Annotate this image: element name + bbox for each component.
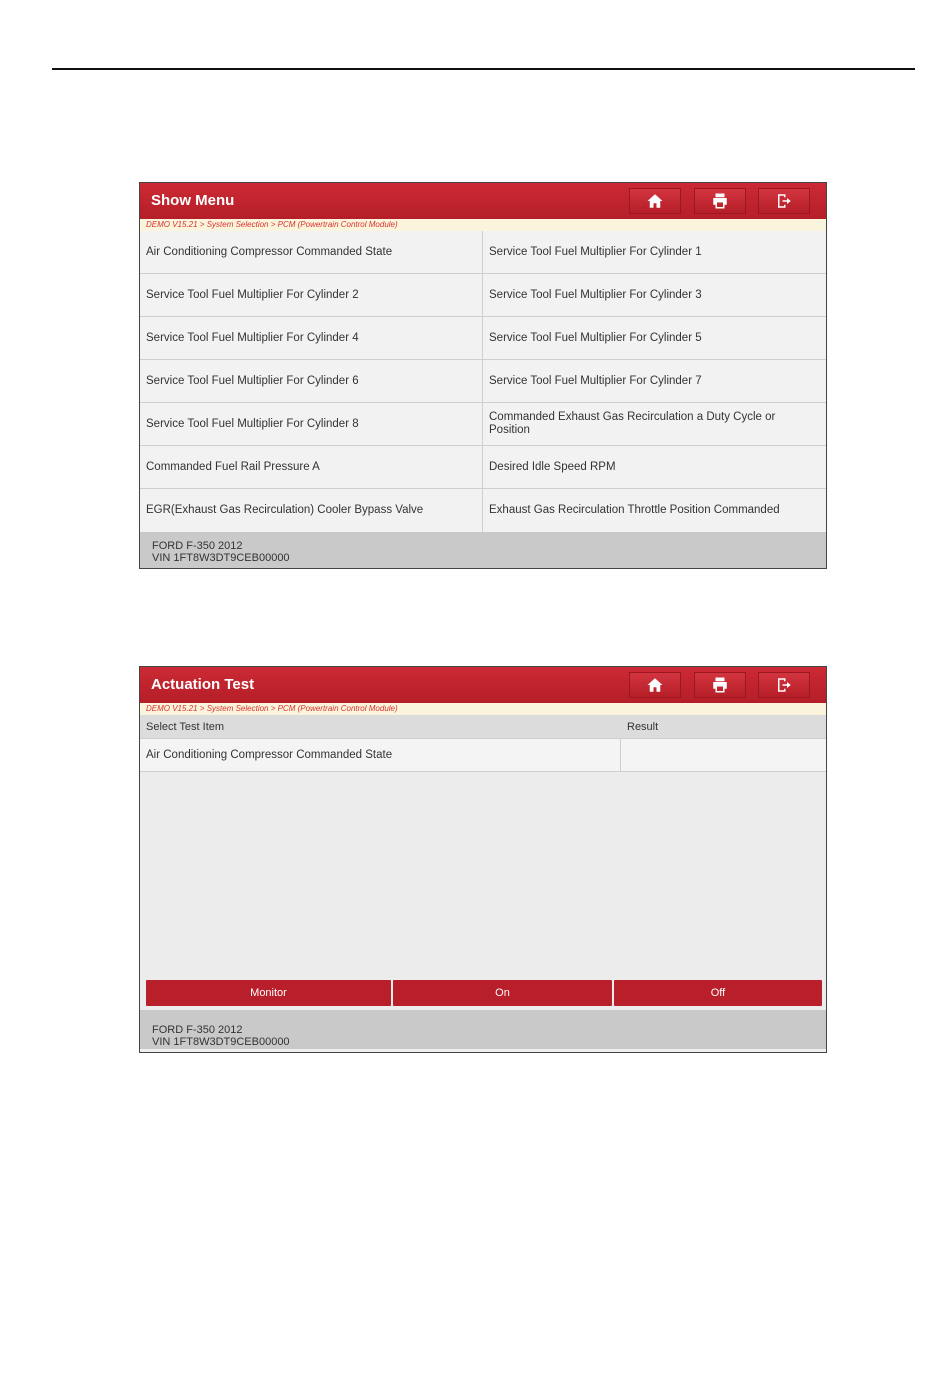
breadcrumb: DEMO V15.21 > System Selection > PCM (Powertrain Control Module) bbox=[140, 703, 826, 715]
table-header bbox=[140, 715, 826, 739]
vehicle-info-footer bbox=[140, 1010, 826, 1049]
print-icon bbox=[711, 192, 729, 210]
menu-item[interactable]: Service Tool Fuel Multiplier For Cylinder 3 bbox=[483, 274, 826, 317]
actuation-test-screen bbox=[139, 666, 827, 1053]
screen-title: Actuation Test bbox=[151, 676, 255, 693]
vehicle-info-footer bbox=[140, 532, 826, 569]
vehicle-model: FORD F-350 2012 bbox=[152, 540, 243, 552]
title-bar bbox=[140, 183, 826, 219]
vehicle-vin: VIN 1FT8W3DT9CEB00000 bbox=[152, 552, 290, 564]
column-divider bbox=[620, 739, 621, 771]
empty-list-area bbox=[140, 772, 826, 980]
menu-item[interactable]: Service Tool Fuel Multiplier For Cylinder 6 bbox=[140, 360, 483, 403]
menu-item[interactable]: Service Tool Fuel Multiplier For Cylinder 8 bbox=[140, 403, 483, 446]
test-item-name: Air Conditioning Compressor Commanded State bbox=[146, 749, 393, 761]
home-icon bbox=[646, 676, 664, 694]
menu-item[interactable]: Exhaust Gas Recirculation Throttle Position Commanded bbox=[483, 489, 826, 532]
menu-item[interactable]: Service Tool Fuel Multiplier For Cylinder 7 bbox=[483, 360, 826, 403]
menu-item[interactable]: EGR(Exhaust Gas Recirculation) Cooler Bypass Valve bbox=[140, 489, 483, 532]
vehicle-model: FORD F-350 2012 bbox=[152, 1024, 243, 1036]
print-button[interactable] bbox=[694, 188, 746, 214]
menu-item[interactable]: Air Conditioning Compressor Commanded State bbox=[140, 231, 483, 274]
home-icon bbox=[646, 192, 664, 210]
home-button[interactable] bbox=[629, 672, 681, 698]
menu-item[interactable]: Service Tool Fuel Multiplier For Cylinder 5 bbox=[483, 317, 826, 360]
print-button[interactable] bbox=[694, 672, 746, 698]
show-menu-screen bbox=[139, 182, 827, 569]
vehicle-vin: VIN 1FT8W3DT9CEB00000 bbox=[152, 1036, 290, 1048]
title-bar bbox=[140, 667, 826, 703]
test-item-row[interactable] bbox=[140, 739, 826, 772]
menu-item[interactable]: Service Tool Fuel Multiplier For Cylinder 2 bbox=[140, 274, 483, 317]
exit-button[interactable] bbox=[758, 672, 810, 698]
monitor-button[interactable]: Monitor bbox=[146, 980, 391, 1006]
on-button[interactable]: On bbox=[393, 980, 612, 1006]
menu-item[interactable]: Commanded Fuel Rail Pressure A bbox=[140, 446, 483, 489]
exit-icon bbox=[775, 192, 793, 210]
screen-title: Show Menu bbox=[151, 192, 235, 209]
column-header-item: Select Test Item bbox=[146, 721, 225, 733]
menu-item[interactable]: Service Tool Fuel Multiplier For Cylinder 1 bbox=[483, 231, 826, 274]
menu-item[interactable]: Commanded Exhaust Gas Recirculation a Duty Cycle or Position bbox=[483, 403, 826, 446]
menu-item[interactable]: Service Tool Fuel Multiplier For Cylinder 4 bbox=[140, 317, 483, 360]
menu-item[interactable]: Desired Idle Speed RPM bbox=[483, 446, 826, 489]
print-icon bbox=[711, 676, 729, 694]
breadcrumb: DEMO V15.21 > System Selection > PCM (Powertrain Control Module) bbox=[140, 219, 826, 231]
exit-icon bbox=[775, 676, 793, 694]
column-header-result: Result bbox=[627, 721, 659, 733]
action-button-bar bbox=[140, 980, 826, 1010]
menu-grid bbox=[140, 231, 826, 532]
page-top-rule bbox=[52, 68, 915, 70]
exit-button[interactable] bbox=[758, 188, 810, 214]
home-button[interactable] bbox=[629, 188, 681, 214]
off-button[interactable]: Off bbox=[614, 980, 822, 1006]
